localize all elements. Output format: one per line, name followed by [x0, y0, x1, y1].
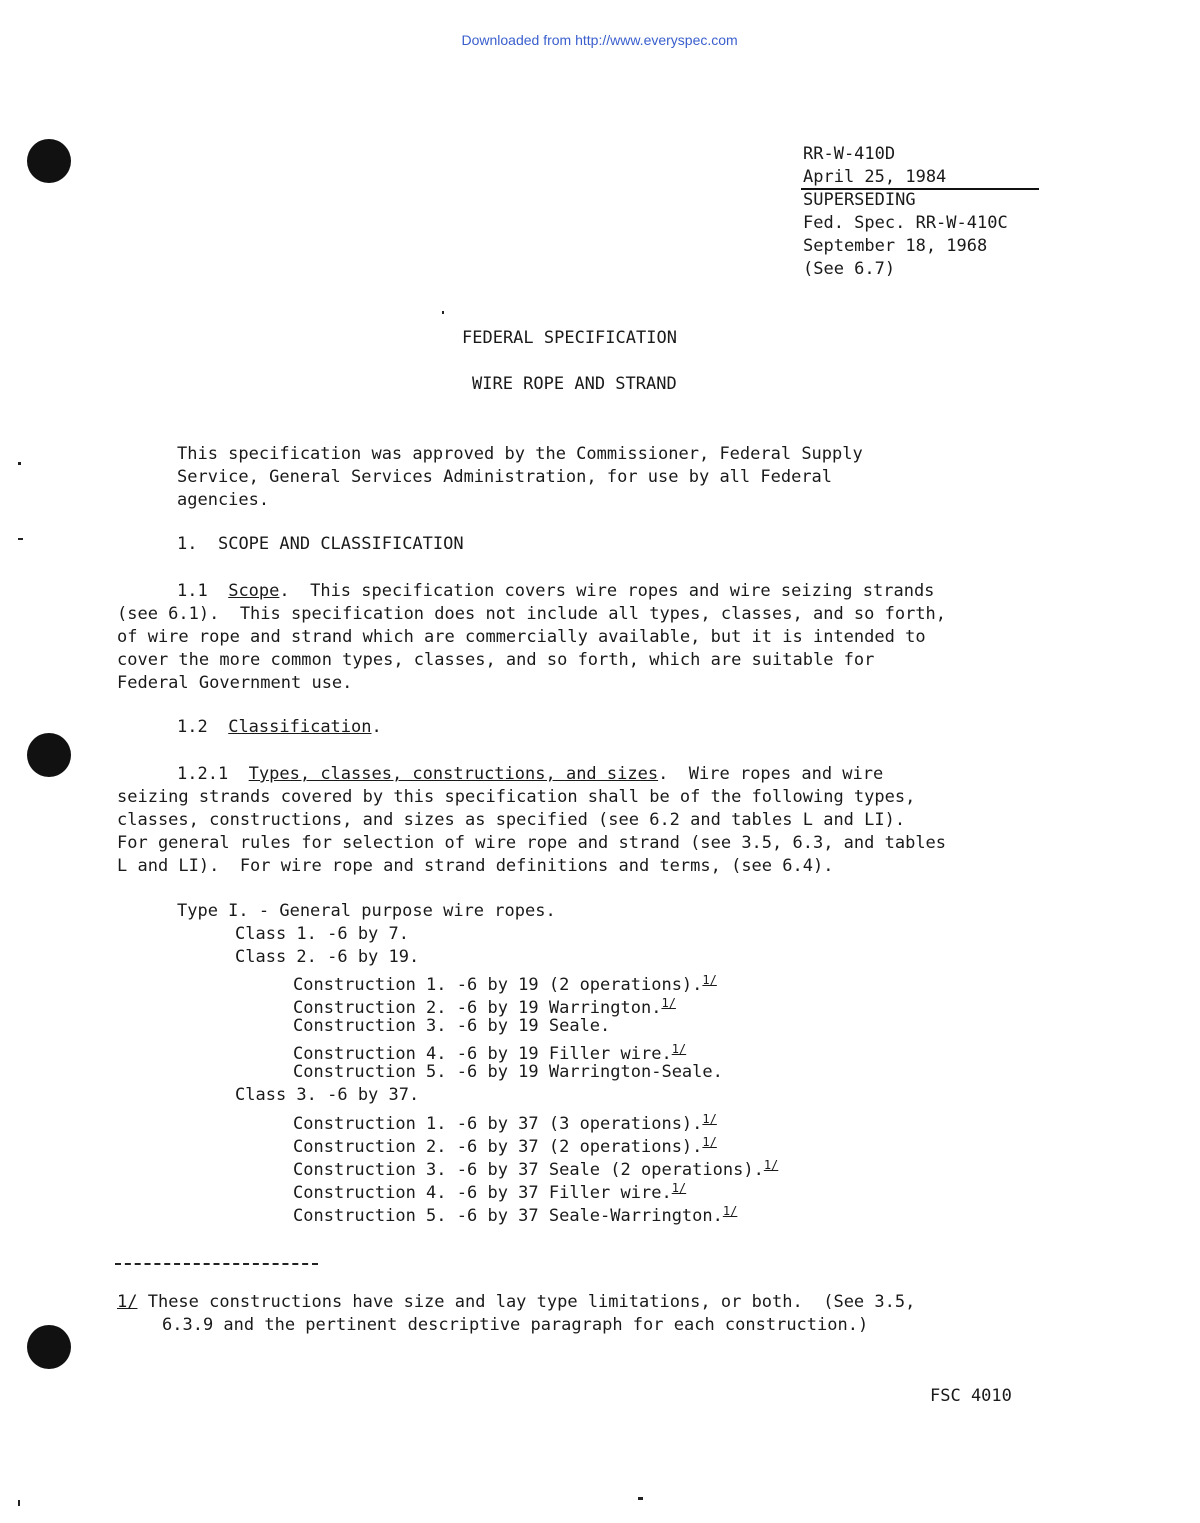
section-number: 1.: [177, 534, 198, 554]
binder-hole-middle: [27, 733, 71, 777]
binder-hole-bottom: [27, 1325, 71, 1369]
doc-date: April 25, 1984: [803, 167, 947, 187]
scan-mark: [18, 1500, 20, 1506]
download-link-wrap: [441, 6, 738, 52]
footnote-ref: 1/: [671, 1042, 687, 1056]
types-paragraph-first: [177, 763, 883, 786]
scan-mark: [18, 462, 21, 465]
approval-line: This specification was approved by the Commissioner, Federal Supply: [177, 444, 863, 464]
doc-id: RR-W-410D: [803, 144, 896, 164]
construction-item: [293, 1015, 610, 1038]
superseded-spec: Fed. Spec. RR-W-410C: [803, 213, 1008, 233]
paragraph-title: Scope: [228, 581, 280, 601]
superseding-label: SUPERSEDING: [803, 190, 916, 210]
footnote-ref: 1/: [702, 1135, 717, 1149]
footnote-ref: 1/: [722, 1204, 738, 1218]
construction-text: Construction 1. -6 by 19 (2 operations).: [293, 975, 703, 995]
paragraph-text: . Wire ropes and wire: [658, 764, 884, 784]
type-1: Type I. - General purpose wire ropes.: [177, 901, 556, 921]
footnote-rule: [115, 1263, 318, 1265]
approval-line: Service, General Services Administration, for use by all Federal: [177, 467, 833, 487]
types-line: seizing strands covered by this specification shall be of the following types,: [117, 787, 916, 807]
construction-text: Construction 3. -6 by 19 Seale.: [293, 1016, 611, 1036]
construction-text: Construction 4. -6 by 19 Filler wire.: [293, 1044, 672, 1064]
fsc-code: FSC 4010: [930, 1386, 1012, 1406]
see-reference: (See 6.7): [803, 259, 896, 279]
construction-text: Construction 2. -6 by 37 (2 operations).: [293, 1137, 703, 1157]
paragraph-text: . This specification covers wire ropes and wire seizing strands: [279, 581, 935, 601]
paragraph-title: Types, classes, constructions, and sizes: [248, 764, 659, 784]
construction-text: Construction 3. -6 by 37 Seale (2 operations).: [293, 1160, 764, 1180]
scope-line: of wire rope and strand which are commercially available, but it is intended to: [117, 627, 926, 647]
approval-line: agencies.: [177, 490, 270, 510]
footnote-ref: 1/: [702, 1112, 717, 1126]
doc-title-line1: FEDERAL SPECIFICATION: [462, 328, 677, 348]
paragraph-number: 1.2.1: [177, 764, 229, 784]
construction-text: Construction 2. -6 by 19 Warrington.: [293, 998, 662, 1018]
footnote-ref: 1/: [661, 996, 676, 1010]
section-1-heading: [177, 533, 464, 556]
footnote-line1: [117, 1291, 915, 1314]
download-link[interactable]: Downloaded from http://www.everyspec.com: [461, 32, 738, 48]
construction-text: Construction 1. -6 by 37 (3 operations).: [293, 1114, 703, 1134]
construction-text: Construction 5. -6 by 37 Seale-Warrington.: [293, 1206, 723, 1226]
doc-title-line2: WIRE ROPE AND STRAND: [472, 374, 677, 394]
scope-line: (see 6.1). This specification does not include all types, classes, and so forth,: [117, 604, 947, 624]
scope-paragraph-first: [177, 580, 934, 603]
construction-text: Construction 4. -6 by 37 Filler wire.: [293, 1183, 672, 1203]
footnote-text: These constructions have size and lay type limitations, or both. (See 3.5,: [137, 1292, 916, 1312]
paragraph-title: Classification: [228, 717, 372, 737]
class-1: Class 1. -6 by 7.: [235, 924, 409, 944]
construction-text: Construction 5. -6 by 19 Warrington-Seale.: [293, 1062, 723, 1082]
section-title: SCOPE AND CLASSIFICATION: [217, 534, 464, 554]
scan-mark: [638, 1497, 643, 1500]
paragraph-number: 1.2: [177, 717, 208, 737]
types-line: classes, constructions, and sizes as specified (see 6.2 and tables L and LI).: [117, 810, 906, 830]
paragraph-period: .: [371, 717, 382, 737]
scope-line: Federal Government use.: [117, 673, 353, 693]
scope-line: cover the more common types, classes, and so forth, which are suitable for: [117, 650, 875, 670]
binder-hole-top: [27, 139, 71, 183]
classification-heading: [177, 716, 382, 739]
scan-mark: [442, 311, 444, 314]
footnote-line2: 6.3.9 and the pertinent descriptive paragraph for each construction.): [162, 1315, 869, 1335]
paragraph-number: 1.1: [177, 581, 208, 601]
class-3: Class 3. -6 by 37.: [235, 1085, 420, 1105]
footnote-marker: 1/: [117, 1292, 138, 1312]
footnote-ref: 1/: [671, 1181, 687, 1195]
types-line: L and LI). For wire rope and strand definitions and terms, (see 6.4).: [117, 856, 834, 876]
footnote-ref: 1/: [763, 1158, 779, 1172]
construction-item: [293, 1061, 723, 1084]
construction-item: [293, 1200, 737, 1228]
footnote-ref: 1/: [702, 973, 717, 987]
superseded-date: September 18, 1968: [803, 236, 988, 256]
class-2: Class 2. -6 by 19.: [235, 947, 420, 967]
scan-mark: [18, 538, 23, 540]
types-line: For general rules for selection of wire rope and strand (see 3.5, 6.3, and tables: [117, 833, 947, 853]
